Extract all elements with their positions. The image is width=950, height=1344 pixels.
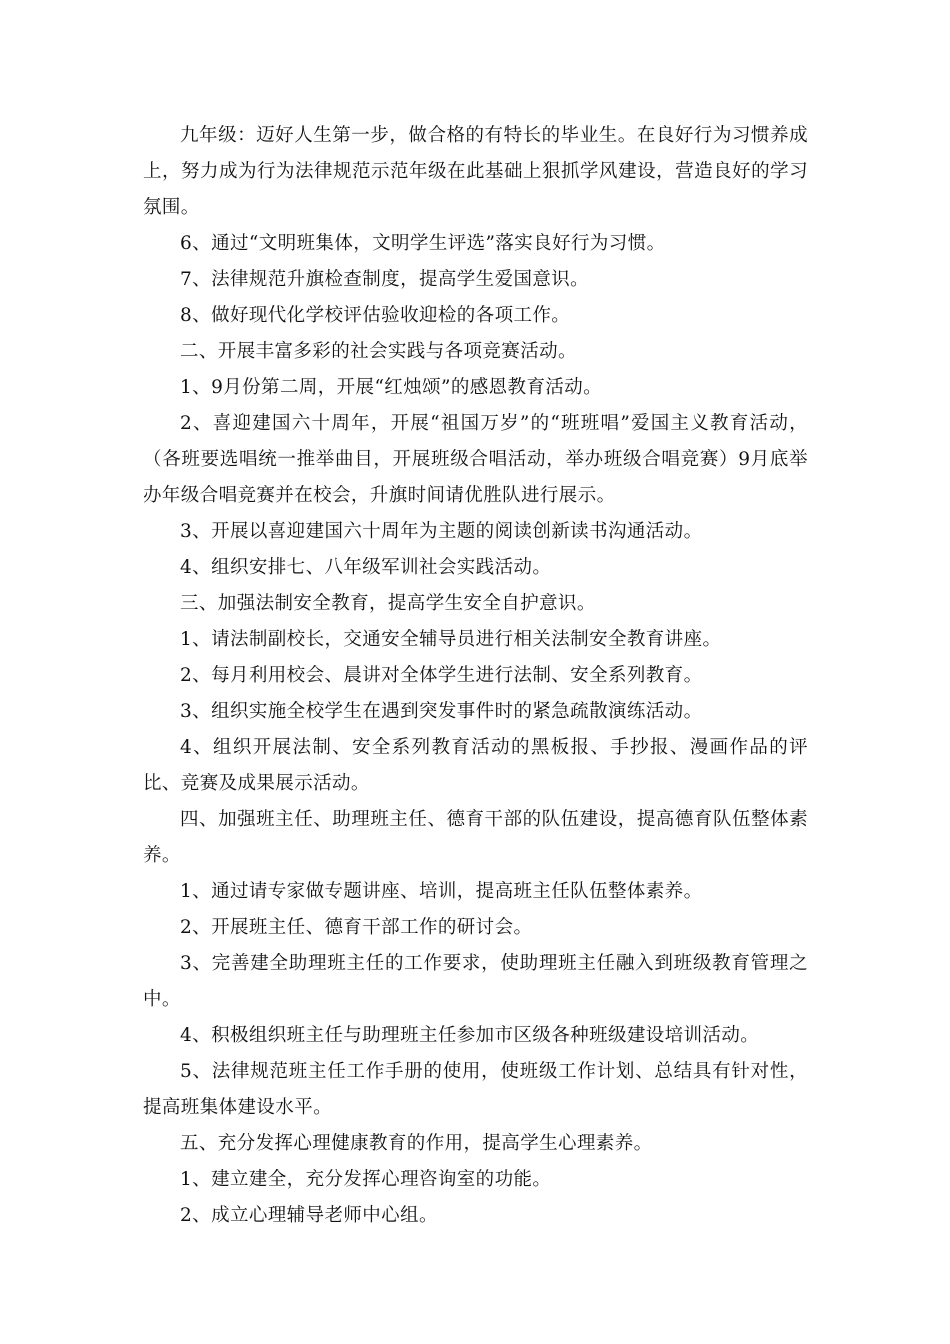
paragraph-4-1: 1、通过请专家做专题讲座、培训，提高班主任队伍整体素养。	[180, 881, 703, 902]
section-heading-3: 三、加强法制安全教育，提高学生安全自护意识。	[180, 593, 596, 614]
paragraph-2-3: 3、开展以喜迎建国六十周年为主题的阅读创新读书沟通活动。	[180, 521, 703, 542]
paragraph-2-1: 1、9月份第二周，开展“红烛颂”的感恩教育活动。	[180, 377, 603, 398]
paragraph-2-2: 2、喜迎建国六十周年，开展“祖国万岁”的“班班唱”爱国主义教育活动，（各班要选唱统一推举曲目，开展班级合唱活动，举办班级合唱竞赛）9月底举办年级合唱竞赛并在校会，升旗时间请优胜队进行展示。	[143, 413, 808, 506]
paragraph-4-2: 2、开展班主任、德育干部工作的研讨会。	[180, 917, 533, 938]
section-heading-4: 四、加强班主任、助理班主任、德育干部的队伍建设，提高德育队伍整体素养。	[143, 809, 808, 866]
paragraph-5-1: 1、建立建全，充分发挥心理咨询室的功能。	[180, 1169, 552, 1190]
paragraph-3-4: 4、组织开展法制、安全系列教育活动的黑板报、手抄报、漫画作品的评比、竞赛及成果展示活动。	[143, 737, 808, 794]
paragraph-3-2: 2、每月利用校会、晨讲对全体学生进行法制、安全系列教育。	[180, 665, 703, 686]
paragraph-2-4: 4、组织安排七、八年级军训社会实践活动。	[180, 557, 552, 578]
paragraph-5-2: 2、成立心理辅导老师中心组。	[180, 1205, 438, 1226]
paragraph-3-1: 1、请法制副校长，交通安全辅导员进行相关法制安全教育讲座。	[180, 629, 722, 650]
paragraph-4-5: 5、法律规范班主任工作手册的使用，使班级工作计划、总结具有针对性，提高班集体建设水平。	[143, 1061, 808, 1118]
paragraph-item-8: 8、做好现代化学校评估验收迎检的各项工作。	[180, 305, 571, 326]
paragraph-4-3: 3、完善建全助理班主任的工作要求，使助理班主任融入到班级教育管理之中。	[143, 953, 808, 1010]
paragraph-4-4: 4、积极组织班主任与助理班主任参加市区级各种班级建设培训活动。	[180, 1025, 760, 1046]
paragraph-item-7: 7、法律规范升旗检查制度，提高学生爱国意识。	[180, 269, 590, 290]
section-heading-5: 五、充分发挥心理健康教育的作用，提高学生心理素养。	[180, 1133, 653, 1154]
document-page	[143, 118, 808, 1234]
section-heading-2: 二、开展丰富多彩的社会实践与各项竞赛活动。	[180, 341, 577, 362]
paragraph-grade-nine: 九年级：迈好人生第一步，做合格的有特长的毕业生。在良好行为习惯养成上，努力成为行为法律规范示范年级在此基础上狠抓学风建设，营造良好的学习氛围。	[143, 125, 808, 218]
paragraph-item-6: 6、通过“文明班集体，文明学生评选”落实良好行为习惯。	[180, 233, 666, 254]
paragraph-3-3: 3、组织实施全校学生在遇到突发事件时的紧急疏散演练活动。	[180, 701, 703, 722]
